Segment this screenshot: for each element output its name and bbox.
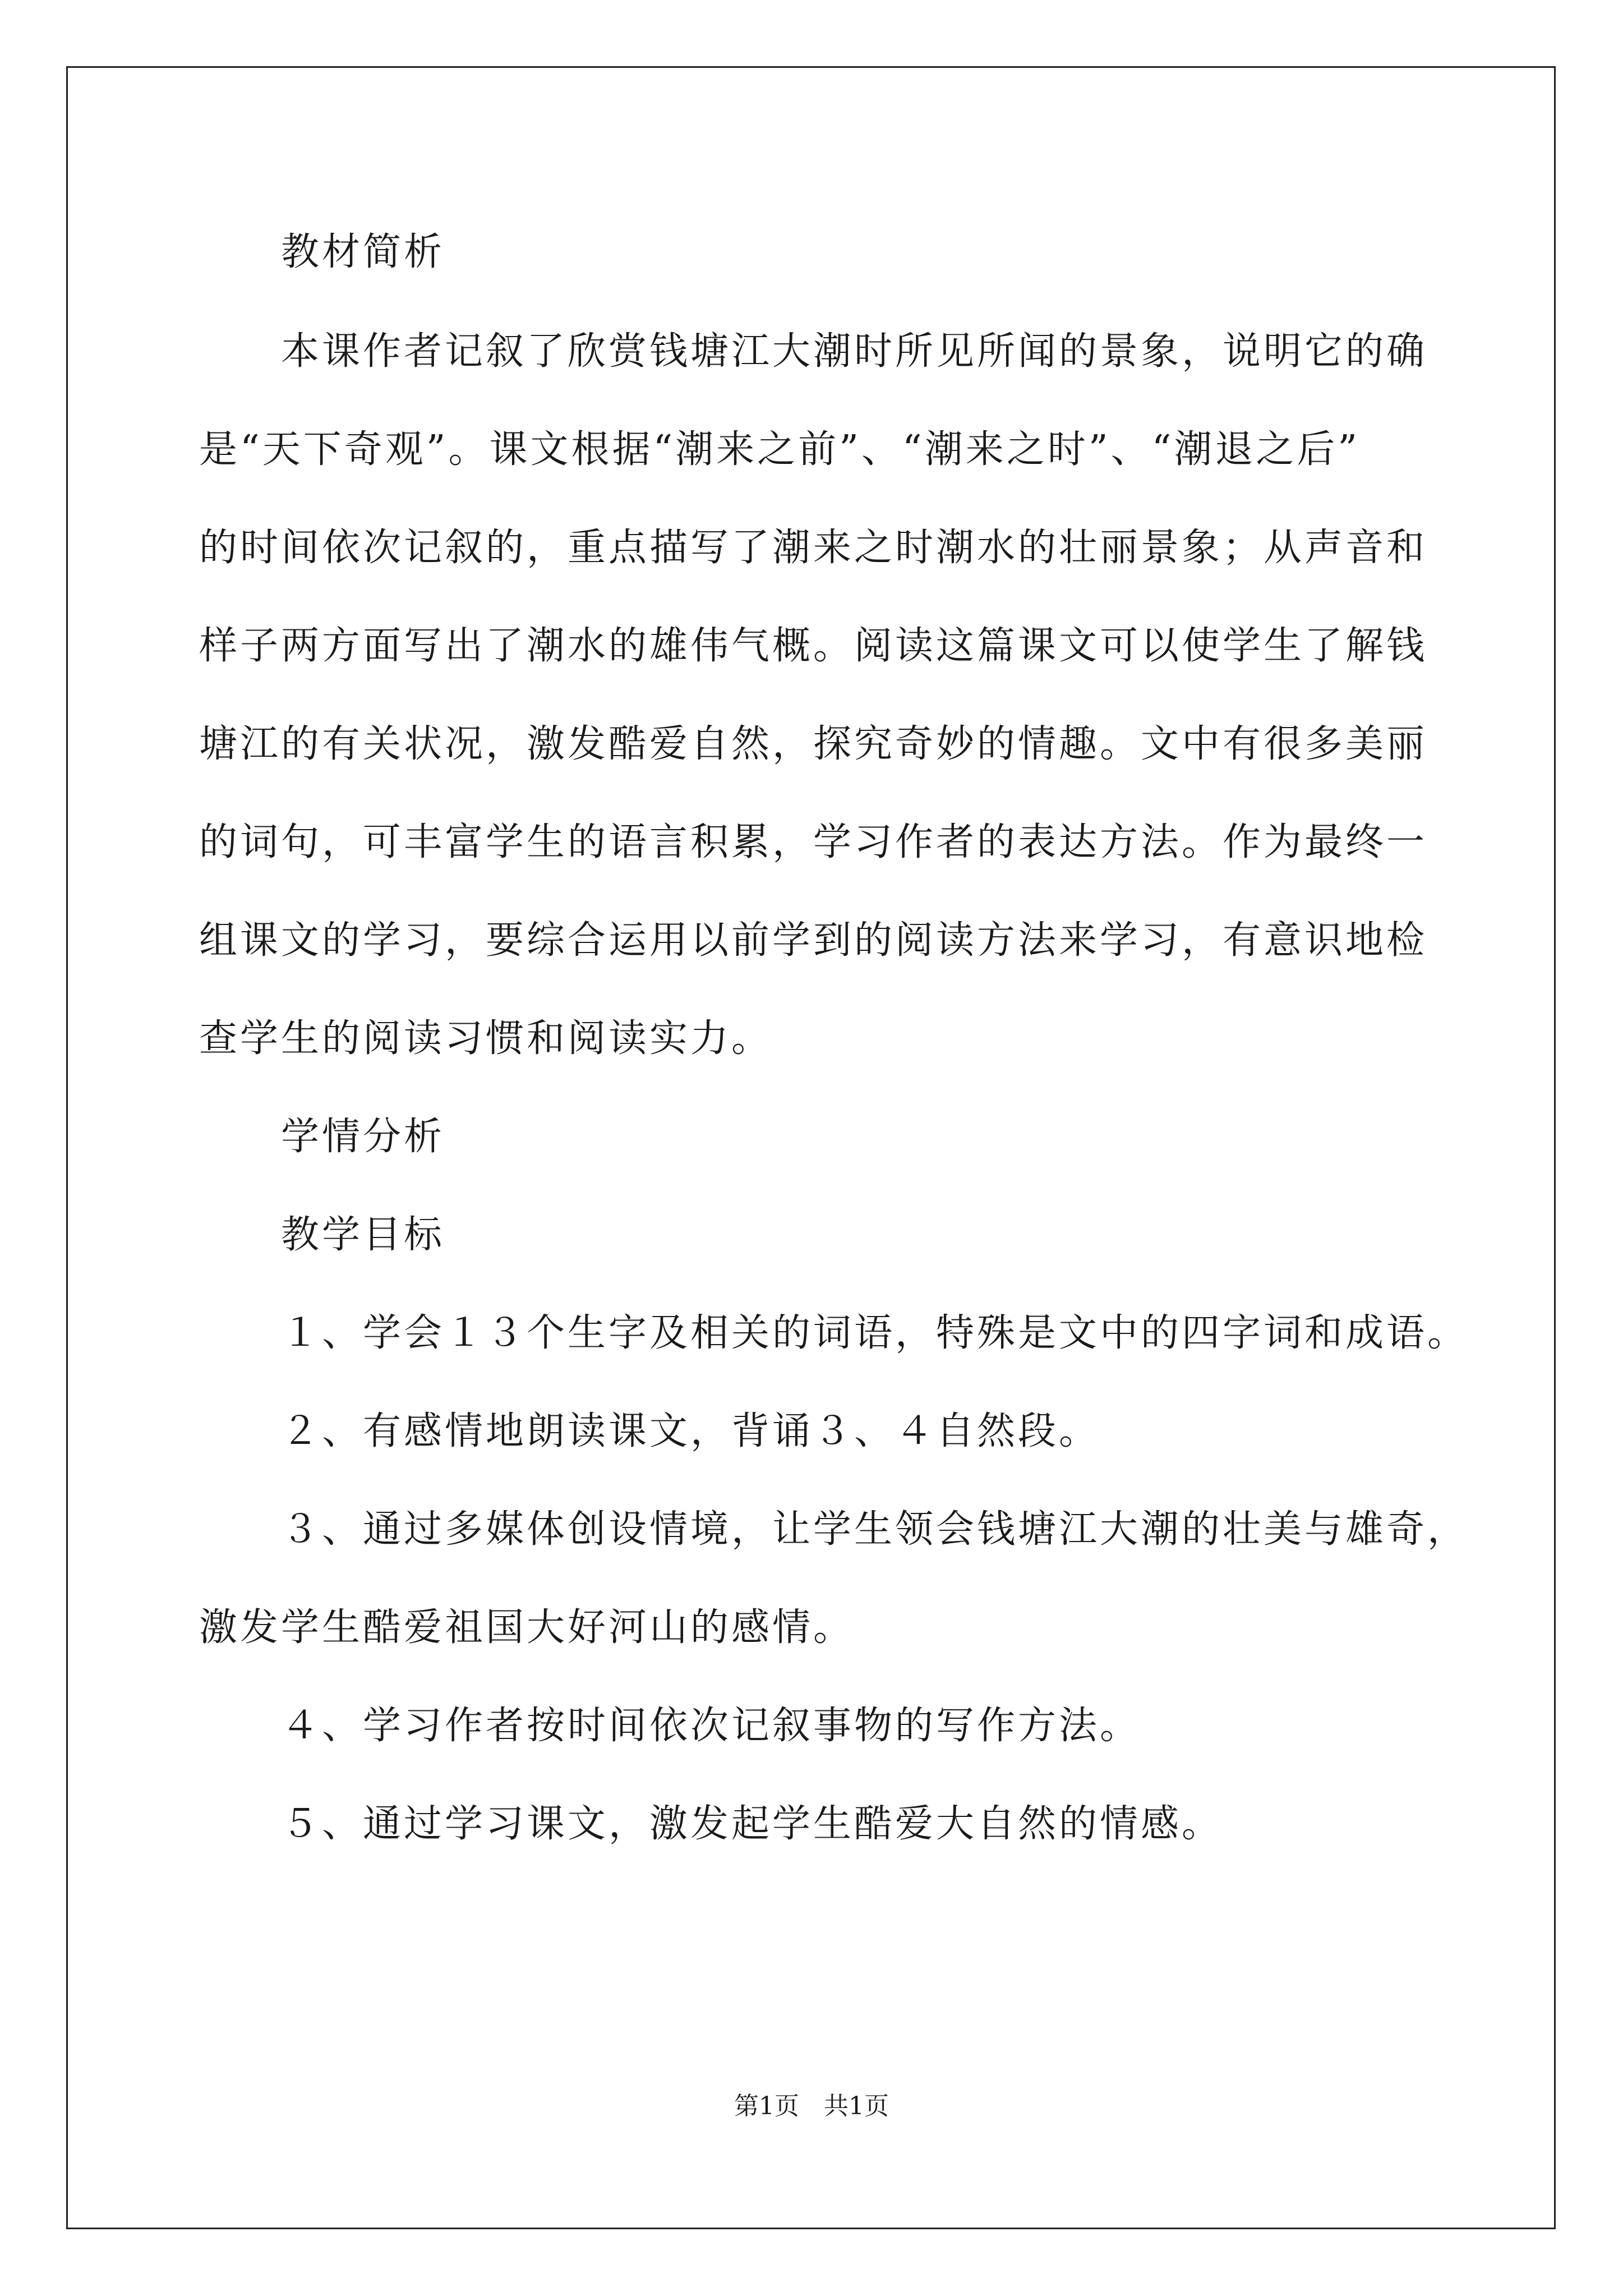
paragraph-line: 塘江的有关状况，激发酷爱自然，探究奇妙的情趣。文中有很多美丽 xyxy=(199,722,1428,766)
goal-item-3: ３、通过多媒体创设情境，让学生领会钱塘江大潮的壮美与雄奇， xyxy=(281,1507,1469,1552)
paragraph-line: 的时间依次记叙的，重点描写了潮来之时潮水的壮丽景象；从声音和 xyxy=(199,526,1428,570)
section-heading-textbook-analysis: 教材简析 xyxy=(281,230,445,274)
paragraph-line: 本课作者记叙了欣赏钱塘江大潮时所见所闻的景象，说明它的确 xyxy=(281,329,1428,374)
paragraph-line: 查学生的阅读习惯和阅读实力。 xyxy=(199,1016,773,1061)
paragraph-line: 是“天下奇观”。课文根据“潮来之前”、“潮来之时”、“潮退之后” xyxy=(199,427,1361,472)
page-number-footer: 第1页 共1页 xyxy=(734,2092,889,2120)
paragraph-line: 的词句，可丰富学生的语言积累，学习作者的表达方法。作为最终一 xyxy=(199,820,1428,864)
goal-item-1: １、学会１３个生字及相关的词语，特殊是文中的四字词和成语。 xyxy=(281,1311,1469,1355)
goal-item-5: ５、通过学习课文，激发起学生酷爱大自然的情感。 xyxy=(281,1802,1223,1846)
section-heading-teaching-goals: 教学目标 xyxy=(281,1213,445,1257)
goal-item-4: ４、学习作者按时间依次记叙事物的写作方法。 xyxy=(281,1704,1141,1748)
goal-item-2: ２、有感情地朗读课文，背诵３、４自然段。 xyxy=(281,1409,1100,1453)
section-heading-learning-analysis: 学情分析 xyxy=(281,1115,445,1159)
goal-item-3-continued: 激发学生酷爱祖国大好河山的感情。 xyxy=(199,1605,855,1650)
paragraph-line: 样子两方面写出了潮水的雄伟气概。阅读这篇课文可以使学生了解钱 xyxy=(199,624,1428,668)
paragraph-line: 组课文的学习，要综合运用以前学到的阅读方法来学习，有意识地检 xyxy=(199,918,1428,963)
